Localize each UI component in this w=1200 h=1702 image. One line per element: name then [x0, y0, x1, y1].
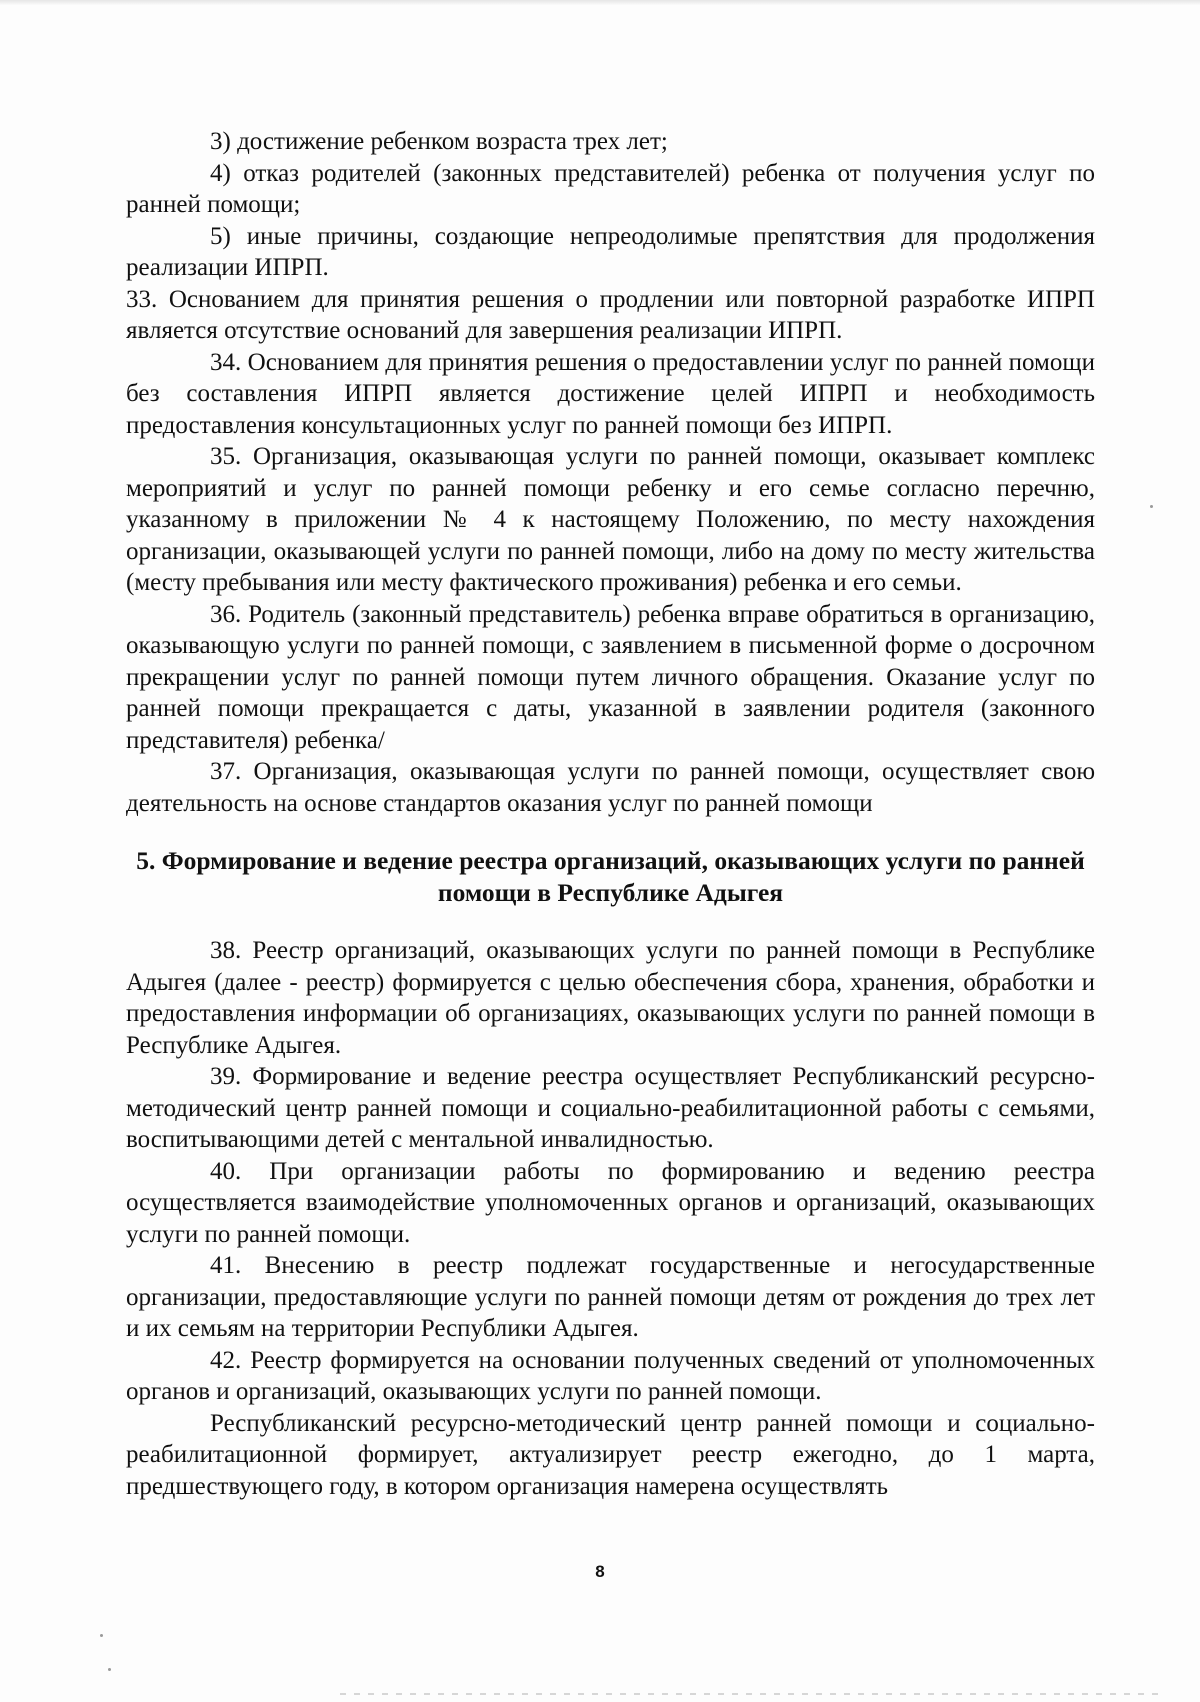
list-item-5: 5) иные причины, создающие непреодолимые препятствия для продолжения реализации ИПРП.: [126, 222, 1095, 281]
paragraph-40: 40. При организации работы по формированию и ведению реестра осуществляется взаимодействие уполномоченных органов и организаций, оказывающих услуги по ранней помощи.: [126, 1157, 1095, 1248]
paragraph-42: 42. Реестр формируется на основании полученных сведений от уполномоченных органов и организаций, оказывающих услуги по ранней помощи.: [126, 1346, 1095, 1405]
paragraph-33: 33. Основанием для принятия решения о продлении или повторной разработке ИПРП является отсутствие оснований для завершения реализации ИПРП.: [126, 285, 1095, 344]
paragraph-39: 39. Формирование и ведение реестра осуществляет Республиканский ресурсно-методический центр ранней помощи и социально-реабилитационной работы с семьями, воспитывающими детей с ментальной инвалидностью.: [126, 1063, 1095, 1153]
page-number: 8: [595, 1562, 605, 1581]
scan-speck: [100, 1634, 103, 1637]
list-item-4: 4) отказ родителей (законных представителей) ребенка от получения услуг по ранней помощи;: [126, 159, 1095, 218]
paragraph-41: 41. Внесению в реестр подлежат государственные и негосударственные организации, предоставляющие услуги по ранней помощи детям от рождения до трех лет и их семьям на территории Республики Адыгея.: [126, 1252, 1095, 1342]
paragraph-continued: Республиканский ресурсно-методический центр ранней помощи и социально-реабилитационной формирует, актуализирует реестр ежегодно, до 1 марта, предшествующего году, в котором организация намерена осуществлять: [126, 1409, 1095, 1500]
scan-speck: [108, 1668, 111, 1671]
paragraph-37: 37. Организация, оказывающая услуги по ранней помощи, осуществляет свою деятельность на основе стандартов оказания услуг по ранней помощи: [126, 758, 1095, 817]
scan-speck: [1150, 505, 1153, 508]
paragraph-38: 38. Реестр организаций, оказывающих услуги по ранней помощи в Республике Адыгея (далее - реестр) формируется с целью обеспечения сбора, хранения, обработки и предоставления информации об организациях, оказывающих услуги по ранней помощи в Республике Адыгея.: [126, 937, 1095, 1059]
section-heading: 5. Формирование и ведение реестра организаций, оказывающих услуги по ранней помощи в Республике Адыгея: [136, 846, 1085, 907]
document-body: [126, 126, 1095, 1502]
scan-edge-top: [0, 0, 1200, 6]
scan-edge-bottom: [340, 1693, 1160, 1695]
paragraph-34: 34. Основанием для принятия решения о предоставлении услуг по ранней помощи без составления ИПРП является достижение целей ИПРП и необходимость предоставления консультационных услуг по ранней помощи без ИПРП.: [126, 348, 1095, 439]
paragraph-35: 35. Организация, оказывающая услуги по ранней помощи, оказывает комплекс мероприятий и услуг по ранней помощи ребенку и его семье согласно перечню, указанному в приложении № 4 к настоящему Положению, по месту нахождения организации, оказывающей услуги по ранней помощи, либо на дому по месту жительства (месту пребывания или месту фактического проживания) ребенка и его семьи.: [126, 443, 1095, 596]
paragraph-36: 36. Родитель (законный представитель) ребенка вправе обратиться в организацию, оказывающую услуги по ранней помощи, с заявлением в письменной форме о досрочном прекращении услуг по ранней помощи путем личного обращения. Оказание услуг по ранней помощи прекращается с даты, указанной в заявлении родителя (законного представителя) ребенка/: [126, 600, 1095, 754]
list-item-3: 3) достижение ребенком возраста трех лет;: [210, 128, 668, 155]
